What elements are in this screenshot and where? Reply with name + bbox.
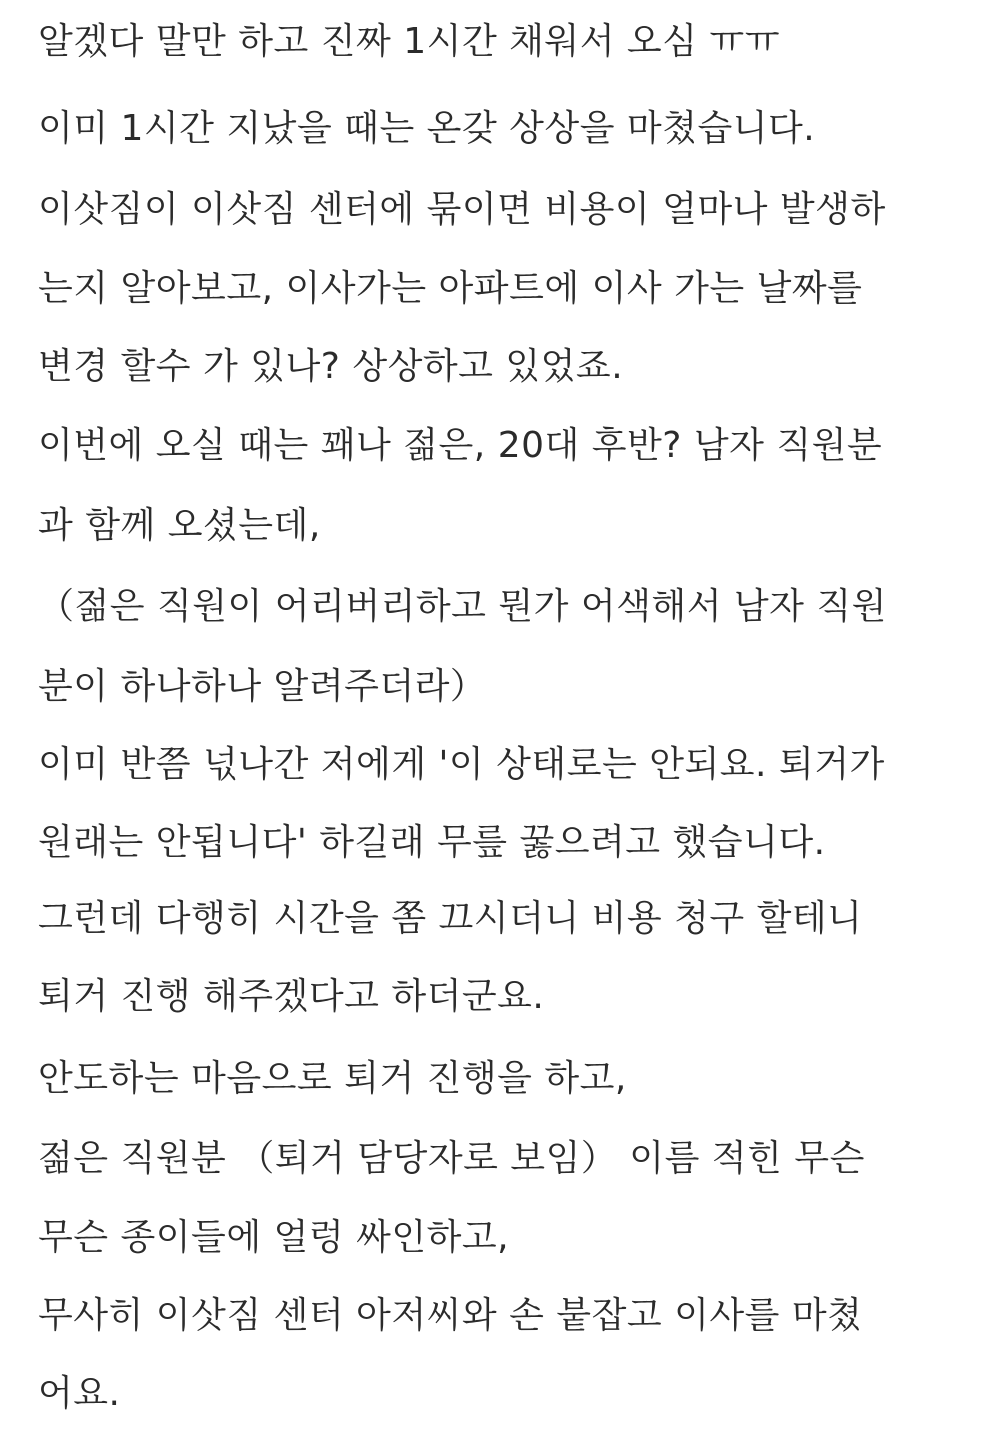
- text-line: 무사히 이삿짐 센터 아저씨와 손 붙잡고 이사를 마쳤: [38, 1295, 863, 1336]
- text-line: 그런데 다행히 시간을 쫌 끄시더니 비용 청구 할테니: [38, 898, 863, 939]
- text-line: 퇴거 진행 해주겠다고 하더군요.: [38, 976, 545, 1017]
- text-line: 과 함께 오셨는데,: [38, 505, 321, 546]
- text-line: 이번에 오실 때는 꽤나 젊은, 20대 후반? 남자 직원분: [38, 425, 883, 466]
- text-line: 원래는 안됩니다' 하길래 무릎 꿇으려고 했습니다.: [38, 822, 826, 863]
- text-line: 어요.: [38, 1373, 121, 1414]
- text-line: 이삿짐이 이삿짐 센터에 묶이면 비용이 얼마나 발생하: [38, 189, 886, 230]
- text-line: （젊은 직원이 어리버리하고 뭔가 어색해서 남자 직원: [38, 586, 887, 627]
- text-line: 이미 반쯤 넋나간 저에게 '이 상태로는 안되요. 퇴거가: [38, 744, 885, 785]
- text-line: 이미 1시간 지났을 때는 온갖 상상을 마쳤습니다.: [38, 108, 816, 149]
- text-line: 젊은 직원분 （퇴거 담당자로 보임） 이름 적힌 무슨: [38, 1138, 865, 1179]
- text-line: 변경 할수 가 있나? 상상하고 있었죠.: [38, 346, 624, 387]
- text-line: 무슨 종이들에 얼렁 싸인하고,: [38, 1217, 510, 1258]
- text-line: 분이 하나하나 알려주더라）: [38, 666, 487, 707]
- text-line: 안도하는 마음으로 퇴거 진행을 하고,: [38, 1058, 627, 1099]
- text-line: 알겠다 말만 하고 진짜 1시간 채워서 오심 ㅠㅠ: [38, 21, 780, 62]
- text-line: 는지 알아보고, 이사가는 아파트에 이사 가는 날짜를: [38, 268, 863, 309]
